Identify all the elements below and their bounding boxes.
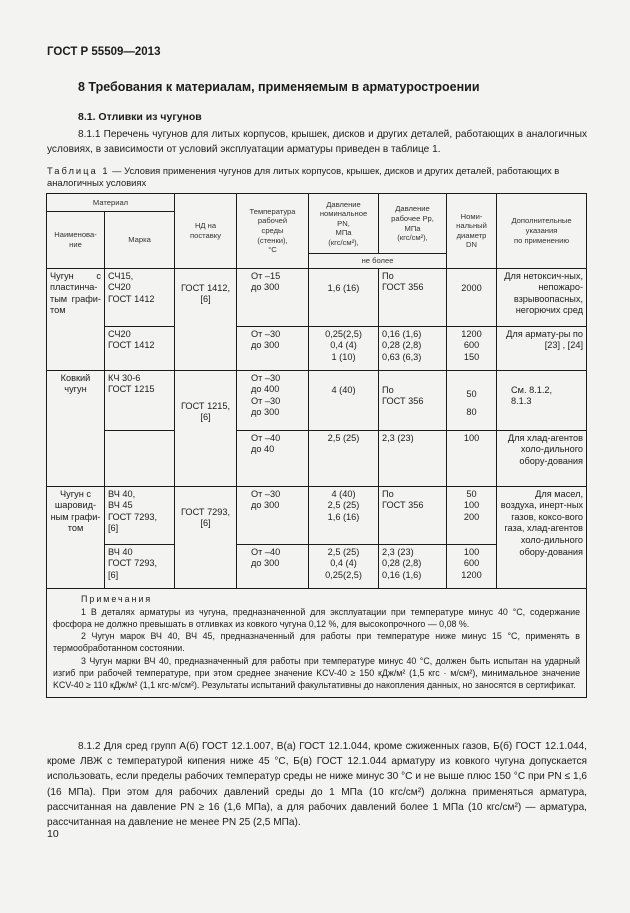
cell-pn: 0,25(2,5) 0,4 (4) 1 (10) [309, 326, 379, 370]
header-pp: Давление рабочее Pp, МПа (кгс/см²), [379, 194, 447, 254]
header-name: Наименова- ние [47, 212, 105, 269]
header-grade: Марка [105, 212, 175, 269]
cell-grade: СЧ15, СЧ20 ГОСТ 1412 [105, 268, 175, 326]
table-row [47, 486, 587, 544]
table-row [47, 268, 587, 326]
cell-dn: 2000 [447, 268, 497, 326]
note-item: 3 Чугун марки ВЧ 40, предназначенный для работы при температуре минус 40 °С, должен быть испытан на ударный изгиб при рабочей температуре, при этом среднее значение KCV-40 ≥ 150 кДж/м² (1,5 кгс · м/см²), минимальное значение KCV-40 ≥ 110 кДж/м² (1,1 кгс·м/см²). Результаты испытаний факультативны до накопления данных, но заносятся в сертификат. [53, 655, 581, 691]
header-temperature: Температура рабочей среды (стенки), °С [237, 194, 309, 269]
cell-temp: От –40 до 300 [237, 544, 309, 588]
cell-extra: Для хлад-агентов холо-дильного обору-дования [497, 430, 587, 486]
table-row [47, 430, 587, 486]
cell-grade: ВЧ 40, ВЧ 45 ГОСТ 7293, [6] [105, 486, 175, 544]
cell-grade: ВЧ 40 ГОСТ 7293, [6] [105, 544, 175, 588]
paragraph-8-1-1: 8.1.1 Перечень чугунов для литых корпусов, крышек, дисков и других деталей, работающих в аналогичных условиях, в зависимости от условий эксплуатации арматуры приведен в таблице 1. [47, 129, 587, 155]
cell-dn: 100 [447, 430, 497, 486]
cell-dn: 50 100 200 [447, 486, 497, 544]
table-notes-row [47, 588, 587, 698]
cell-pp: По ГОСТ 356 [379, 486, 447, 544]
cell-temp: От –30 до 300 [237, 326, 309, 370]
cell-name: Чугун с пластинча-тым графи-том [47, 268, 105, 370]
header-nd: НД на поставку [175, 194, 237, 269]
cell-grade [105, 430, 175, 486]
header-material: Материал [47, 194, 175, 212]
materials-table [46, 193, 587, 698]
table-row [47, 370, 587, 430]
cell-extra: Для масел, воздуха, инерт-ных газов, коксо-вого газа, хлад-агентов холо-дильного обору-дования [497, 486, 587, 588]
cell-extra: Для нетоксич-ных, непожаро-взрывоопасных, негорючих сред [497, 268, 587, 326]
cell-nd: ГОСТ 1412, [6] [175, 268, 237, 370]
cell-nd: ГОСТ 7293, [6] [175, 486, 237, 588]
header-dn: Номи- нальный диаметр DN [447, 194, 497, 269]
table-notes [47, 588, 587, 698]
table-caption-label: Таблица 1 [47, 165, 110, 176]
cell-name: Чугун с шаровид-ным графи-том [47, 486, 105, 588]
cell-name: Ковкий чугун [47, 370, 105, 486]
cell-dn: 1200 600 150 [447, 326, 497, 370]
cell-pp: 2,3 (23) 0,28 (2,8) 0,16 (1,6) [379, 544, 447, 588]
cell-temp: От –15 до 300 [237, 268, 309, 326]
cell-pn: 2,5 (25) 0,4 (4) 0,25(2,5) [309, 544, 379, 588]
page-number: 10 [47, 828, 59, 840]
cell-pn: 4 (40) [309, 370, 379, 430]
note-item: 2 Чугун марок ВЧ 40, ВЧ 45, предназначенный для работы при температуре ниже минус 15 °С, применять в термообработанном состоянии. [53, 631, 581, 654]
document-header: ГОСТ Р 55509—2013 [47, 46, 161, 58]
cell-pn: 1,6 (16) [309, 268, 379, 326]
note-item: 1 В деталях арматуры из чугуна, предназначенной для эксплуатации при температуре минус 40 °С, содержание фосфора не должно превышать в отливках из ковкого чугуна 0,12 %, для высокопрочного — 0,08 %. [53, 606, 581, 629]
cell-pp: По ГОСТ 356 [379, 370, 447, 430]
header-not-more: не более [309, 254, 447, 269]
notes-title: Примечания [81, 593, 153, 604]
cell-pp: 2,3 (23) [379, 430, 447, 486]
cell-pp: По ГОСТ 356 [379, 268, 447, 326]
cell-dn: 50 80 [447, 370, 497, 430]
cell-grade: СЧ20 ГОСТ 1412 [105, 326, 175, 370]
section-title: 8 Требования к материалам, применяемым в арматуростроении [78, 80, 480, 94]
header-extra: Дополнительные указания по применению [497, 194, 587, 269]
cell-pn: 2,5 (25) [309, 430, 379, 486]
cell-temp: От –30 до 400 От –30 до 300 [237, 370, 309, 430]
cell-extra: См. 8.1.2, 8.1.3 [497, 370, 587, 430]
header-pn: Давление номинальное PN, МПа (кгс/см²), [309, 194, 379, 254]
cell-temp: От –30 до 300 [237, 486, 309, 544]
table-row [47, 326, 587, 370]
subsection-title: 8.1. Отливки из чугунов [78, 111, 202, 123]
cell-extra: Для армату-ры по [23] , [24] [497, 326, 587, 370]
table-caption [47, 165, 592, 189]
table-caption-text: — Условия применения чугунов для литых корпусов, крышек, дисков и других деталей, работающих в аналогичных условиях [47, 165, 560, 188]
cell-grade: КЧ 30-6 ГОСТ 1215 [105, 370, 175, 430]
cell-pp: 0,16 (1,6) 0,28 (2,8) 0,63 (6,3) [379, 326, 447, 370]
cell-dn: 100 600 1200 [447, 544, 497, 588]
paragraph-8-1-2: 8.1.2 Для сред групп А(б) ГОСТ 12.1.007, В(а) ГОСТ 12.1.044, кроме сжиженных газов, Б(б) ГОСТ 12.1.044, кроме ЛВЖ с температурой кипения ниже 45 °С, Б(в) ГОСТ 12.1.044 арматуру из ковкого чугуна допускается использовать, если пределы рабочих температур среды не ниже минус 30 °С и не выше плюс 150 °С при PN ≤ 1,6 (16 МПа). При этом для рабочих давлений среды до 1 МПа (10 кгс/см²) должна применяться арматура, рассчитанная на давление PN ≥ 16 (1,6 МПа), а для рабочих давлений более 1 МПа (10 кгс/см²) — арматура, рассчитанная на давление не менее PN 25 (2,5 МПа). [47, 741, 587, 829]
cell-temp: От –40 до 40 [237, 430, 309, 486]
cell-pn: 4 (40) 2,5 (25) 1,6 (16) [309, 486, 379, 544]
cell-nd: ГОСТ 1215, [6] [175, 370, 237, 486]
